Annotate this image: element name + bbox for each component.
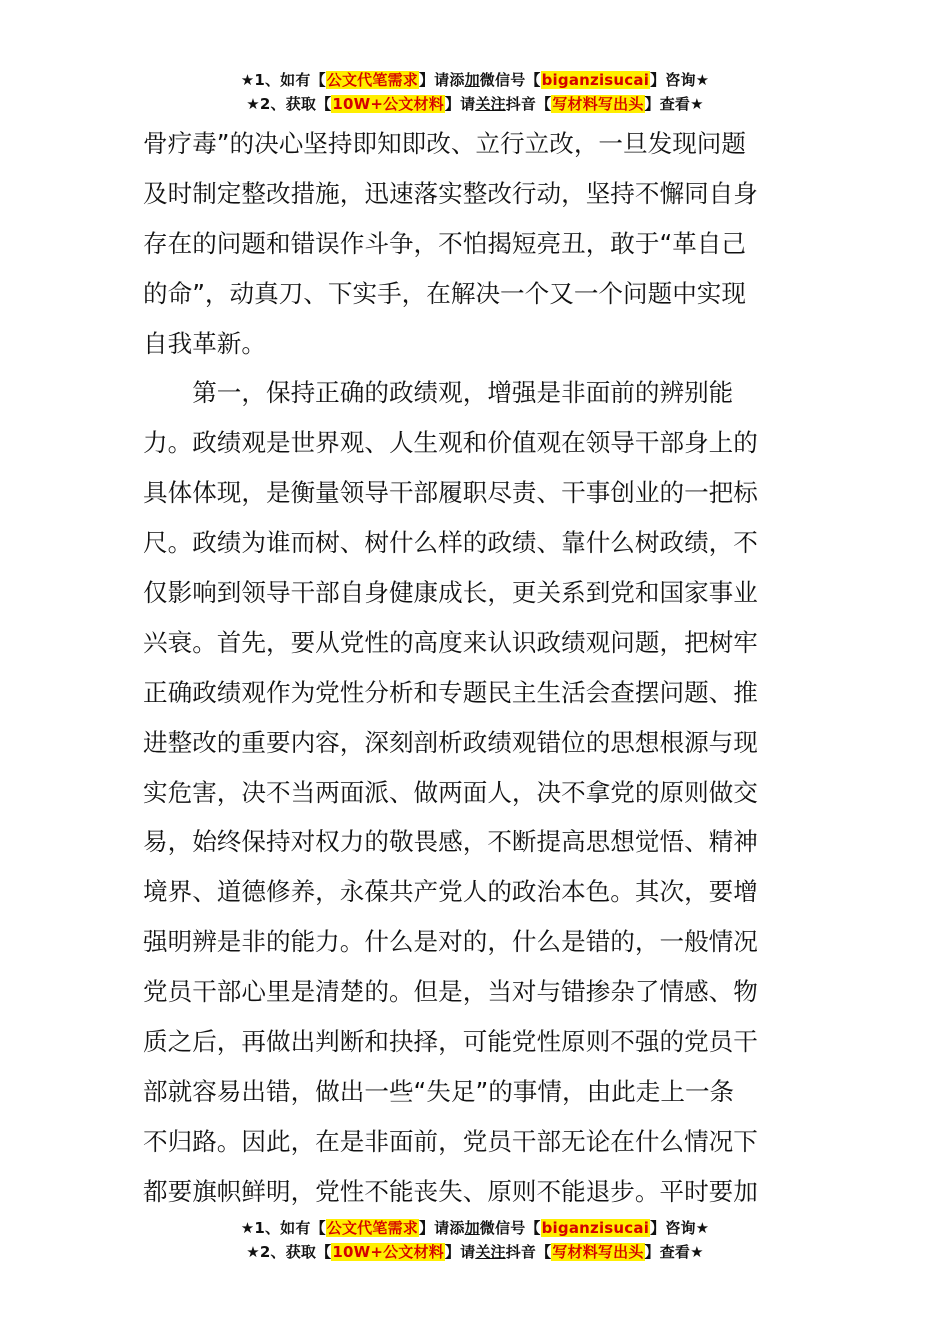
banner-text: 】请添: [418, 1219, 465, 1237]
highlight-wechat-id: biganzisucai: [541, 1219, 650, 1237]
body-line: 第一，保持正确的政绩观，增强是非面前的辨别能: [143, 378, 734, 408]
banner-text: 微信号【: [479, 71, 541, 89]
banner-text: 抖音【: [505, 95, 552, 113]
document-body: [143, 119, 809, 1217]
highlight-materials: 10W+公文材料: [332, 1243, 444, 1261]
body-line: 不归路。因此，在是非面前，党员干部无论在什么情况下: [143, 1126, 758, 1156]
banner-text: 】请添: [418, 71, 465, 89]
highlight-service: 公文代笔需求: [326, 1219, 418, 1237]
banner-text: 】咨询★: [650, 71, 710, 89]
banner-underline: 关注: [475, 95, 506, 113]
banner-text: ★1、如有【: [240, 1219, 326, 1237]
body-line: 具体体现，是衡量领导干部履职尽责、干事创业的一把标: [143, 478, 758, 508]
banner-text: 】查看★: [644, 1243, 704, 1261]
body-line: 进整改的重要内容，深刻剖析政绩观错位的思想根源与现: [143, 727, 758, 757]
banner-text: 】查看★: [644, 95, 704, 113]
highlight-douyin-id: 写材料写出头: [552, 1243, 644, 1261]
body-line: 尺。政绩为谁而树、树什么样的政绩、靠什么树政绩，不: [143, 528, 758, 558]
body-line: 正确政绩观作为党性分析和专题民主生活会查摆问题、推: [143, 677, 758, 707]
highlight-wechat-id: biganzisucai: [541, 71, 650, 89]
banner-text: 微信号【: [479, 1219, 541, 1237]
body-line: 自我革新。: [143, 328, 266, 358]
body-line: 党员干部心里是清楚的。但是，当对与错掺杂了情感、物: [143, 977, 758, 1007]
body-line: 存在的问题和错误作斗争，不怕揭短亮丑，敢于“革自己: [143, 228, 746, 258]
body-line: 兴衰。首先，要从党性的高度来认识政绩观问题，把树牢: [143, 627, 758, 657]
body-line: 力。政绩观是世界观、人生观和价值观在领导干部身上的: [143, 428, 758, 458]
body-line: 易，始终保持对权力的敬畏感，不断提高思想觉悟、精神: [143, 827, 758, 857]
banner-line-2: [0, 92, 950, 116]
highlight-douyin-id: 写材料写出头: [552, 95, 644, 113]
body-line: 质之后，再做出判断和抉择，可能党性原则不强的党员干: [143, 1027, 758, 1057]
banner-text: ★2、获取【: [246, 95, 332, 113]
banner-text: ★1、如有【: [240, 71, 326, 89]
body-line: 的命”，动真刀、下实手，在解决一个又一个问题中实现: [143, 278, 746, 308]
body-line: 实危害，决不当两面派、做两面人，决不拿党的原则做交: [143, 777, 758, 807]
banner-line-1: [0, 1216, 950, 1240]
body-line: 部就容易出错，做出一些“失足”的事情，由此走上一条: [143, 1076, 735, 1106]
banner-text: 】请: [444, 95, 476, 113]
banner-underline: 加: [464, 1219, 480, 1237]
body-line: 及时制定整改措施，迅速落实整改行动，坚持不懈同自身: [143, 178, 758, 208]
body-line: 骨疗毒”的决心坚持即知即改、立行立改，一旦发现问题: [143, 129, 746, 158]
highlight-materials: 10W+公文材料: [332, 95, 444, 113]
banner-text: ★2、获取【: [246, 1243, 332, 1261]
header-banner: [0, 68, 950, 116]
banner-line-2: [0, 1240, 950, 1264]
banner-line-1: [0, 68, 950, 92]
banner-text: 抖音【: [505, 1243, 552, 1261]
banner-underline: 加: [464, 71, 480, 89]
banner-text: 】咨询★: [650, 1219, 710, 1237]
highlight-service: 公文代笔需求: [326, 71, 418, 89]
banner-text: 】请: [444, 1243, 476, 1261]
body-line: 强明辨是非的能力。什么是对的，什么是错的，一般情况: [143, 927, 758, 957]
footer-banner: [0, 1216, 950, 1264]
body-line: 境界、道德修养，永葆共产党人的政治本色。其次，要增: [143, 877, 758, 907]
banner-underline: 关注: [475, 1243, 506, 1261]
body-line: 仅影响到领导干部自身健康成长，更关系到党和国家事业: [143, 578, 758, 608]
body-line: 都要旗帜鲜明，党性不能丧失、原则不能退步。平时要加: [143, 1176, 758, 1206]
